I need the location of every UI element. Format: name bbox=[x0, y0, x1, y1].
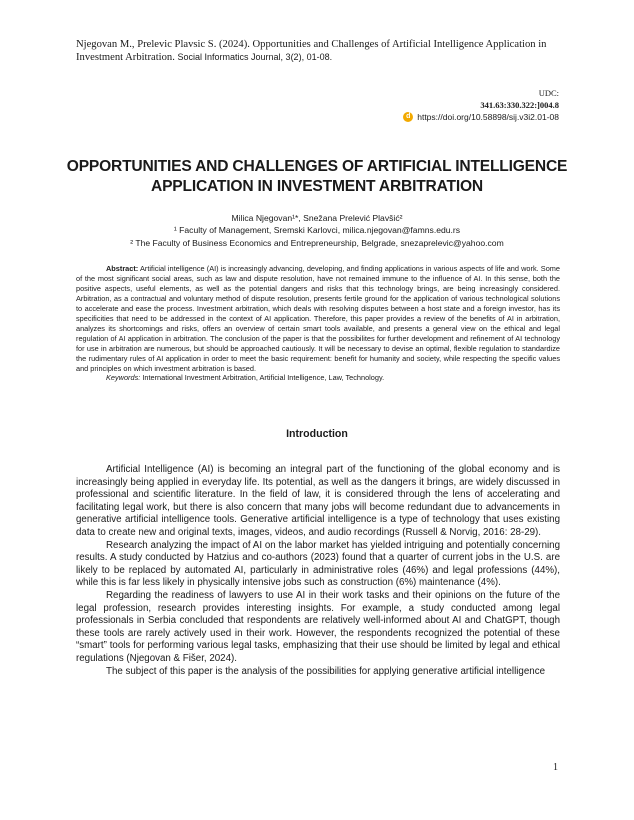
doi-link[interactable]: https://doi.org/10.58898/sij.v3i2.01-08 bbox=[417, 112, 559, 122]
abstract bbox=[76, 264, 560, 383]
abstract-text: Artificial intelligence (AI) is increasingly advancing, developing, and finding applications in various aspects of life and work. Some of the most significant social areas, such as law and dispute resolution, have not remained immune to the influence of AI. In this sense, both the positive aspects, useful elements, as well as the potential dangers and risks that this technology brings, are being increasingly considered. Arbitration, as a contractual and voluntary method of dispute resolution, presents fertile ground for the application of various technological solutions to accelerate and ease the process. Investment arbitration, which deals with resolving disputes between a host state and a foreign investor, has its specificities that need to be addressed in the context of AI application. Therefore, this paper provides a review of the benefits of AI in arbitration, analyzes its shortcomings and risks, offers an overview of certain smart tools available, and presents a general view on the ethical and legal regulation of AI application in arbitration. The conclusion of the paper is that the possibilites for further development and refinement of AI technology for use in arbitration are numerous, but should be approached cautiously. It will be necessary to devise an optimal, flexible regulation to standardize the rudimentary rules of AI application in order to meet the basic requirement: benefit for humanity and society, while respecting the specific values and principles on which investment arbitration is based. bbox=[76, 264, 560, 373]
abstract-label: Abstract: bbox=[106, 264, 139, 273]
keywords-label: Keywords: bbox=[106, 373, 141, 383]
body-paragraph: Regarding the readiness of lawyers to use AI in their work tasks and their opinions on the future of the legal profession, research provides interesting insights. For example, a study conducted among legal professionals in Serbia concluded that respondents are relatively well-informed about AI and ChatGPT, though these tools are rarely actively used in their work. However, the respondents recognized the potential of these “smart” tools for performing various legal tasks, emphasizing that their use should be limited by legal and ethical regulations (Njegovan & Fišer, 2024). bbox=[76, 589, 560, 664]
udc-code: 341.63:330.322:]004.8 bbox=[480, 100, 559, 110]
page-number: 1 bbox=[553, 762, 558, 773]
udc-block bbox=[403, 87, 559, 123]
introduction-body bbox=[76, 462, 560, 678]
doi-icon: d bbox=[403, 112, 413, 122]
running-citation-header bbox=[76, 38, 566, 64]
body-paragraph: Research analyzing the impact of AI on the labor market has yielded intriguing and potentially concerning results. A study conducted by Hatzius and co-authors (2023) found that a quarter of current jobs in the U.S. are likely to be replaced by automated AI, particularly in administrative roles (46%) and legal professions (44%), while this is far less likely in physically intensive jobs such as construction (6%) maintenance (4%). bbox=[76, 539, 560, 589]
author-names: Milica Njegovan¹*, Snežana Prelević Plavšić² bbox=[231, 213, 403, 223]
keywords-paragraph bbox=[76, 373, 560, 383]
citation-text: Njegovan M., Prelevic Plavsic S. (2024). Opportunities and Challenges of Artificial Intelligence Application in Investment Arbitration. bbox=[76, 39, 547, 63]
affiliation-2: ² The Faculty of Business Economics and Entrepreneurship, Belgrade, snezaprelevic@yahoo.com bbox=[130, 237, 504, 248]
body-paragraph: Artificial Intelligence (AI) is becoming an integral part of the functioning of the global economy and is increasingly being applied in everyday life. Its potential, as well as the dangers it brings, are widely discussed in professional and scientific literature. In the field of law, it is considered through the lens of accelerating and facilitating legal work, but there is also concern that many jobs will become redundant due to advancements in generative artificial intelligence tools. Generative artificial intelligence is a type of technology that uses existing data to create new and original texts, images, videos, and audio recordings (Russell & Norvig, 2016: 28-29). bbox=[76, 464, 560, 538]
title-line: OPPORTUNITIES AND CHALLENGES OF ARTIFICIAL INTELLIGENCE bbox=[66, 158, 568, 175]
journal-reference: Social Informatics Journal, 3(2), 01-08. bbox=[177, 52, 333, 62]
paper-title bbox=[60, 157, 574, 197]
author-block bbox=[60, 212, 574, 249]
affiliation-1: ¹ Faculty of Management, Sremski Karlovci, milica.njegovan@famns.edu.rs bbox=[173, 225, 461, 236]
section-heading-introduction: Introduction bbox=[286, 428, 348, 440]
title-line: APPLICATION IN INVESTMENT ARBITRATION bbox=[151, 178, 483, 195]
keywords-text: International Investment Arbitration, Artificial Intelligence, Law, Technology. bbox=[142, 373, 385, 383]
body-paragraph: The subject of this paper is the analysis of the possibilities for applying generative artificial intelligence bbox=[106, 665, 545, 677]
abstract-paragraph bbox=[76, 264, 560, 373]
doi-line[interactable] bbox=[403, 111, 559, 123]
udc-label: UDC: bbox=[538, 88, 559, 98]
